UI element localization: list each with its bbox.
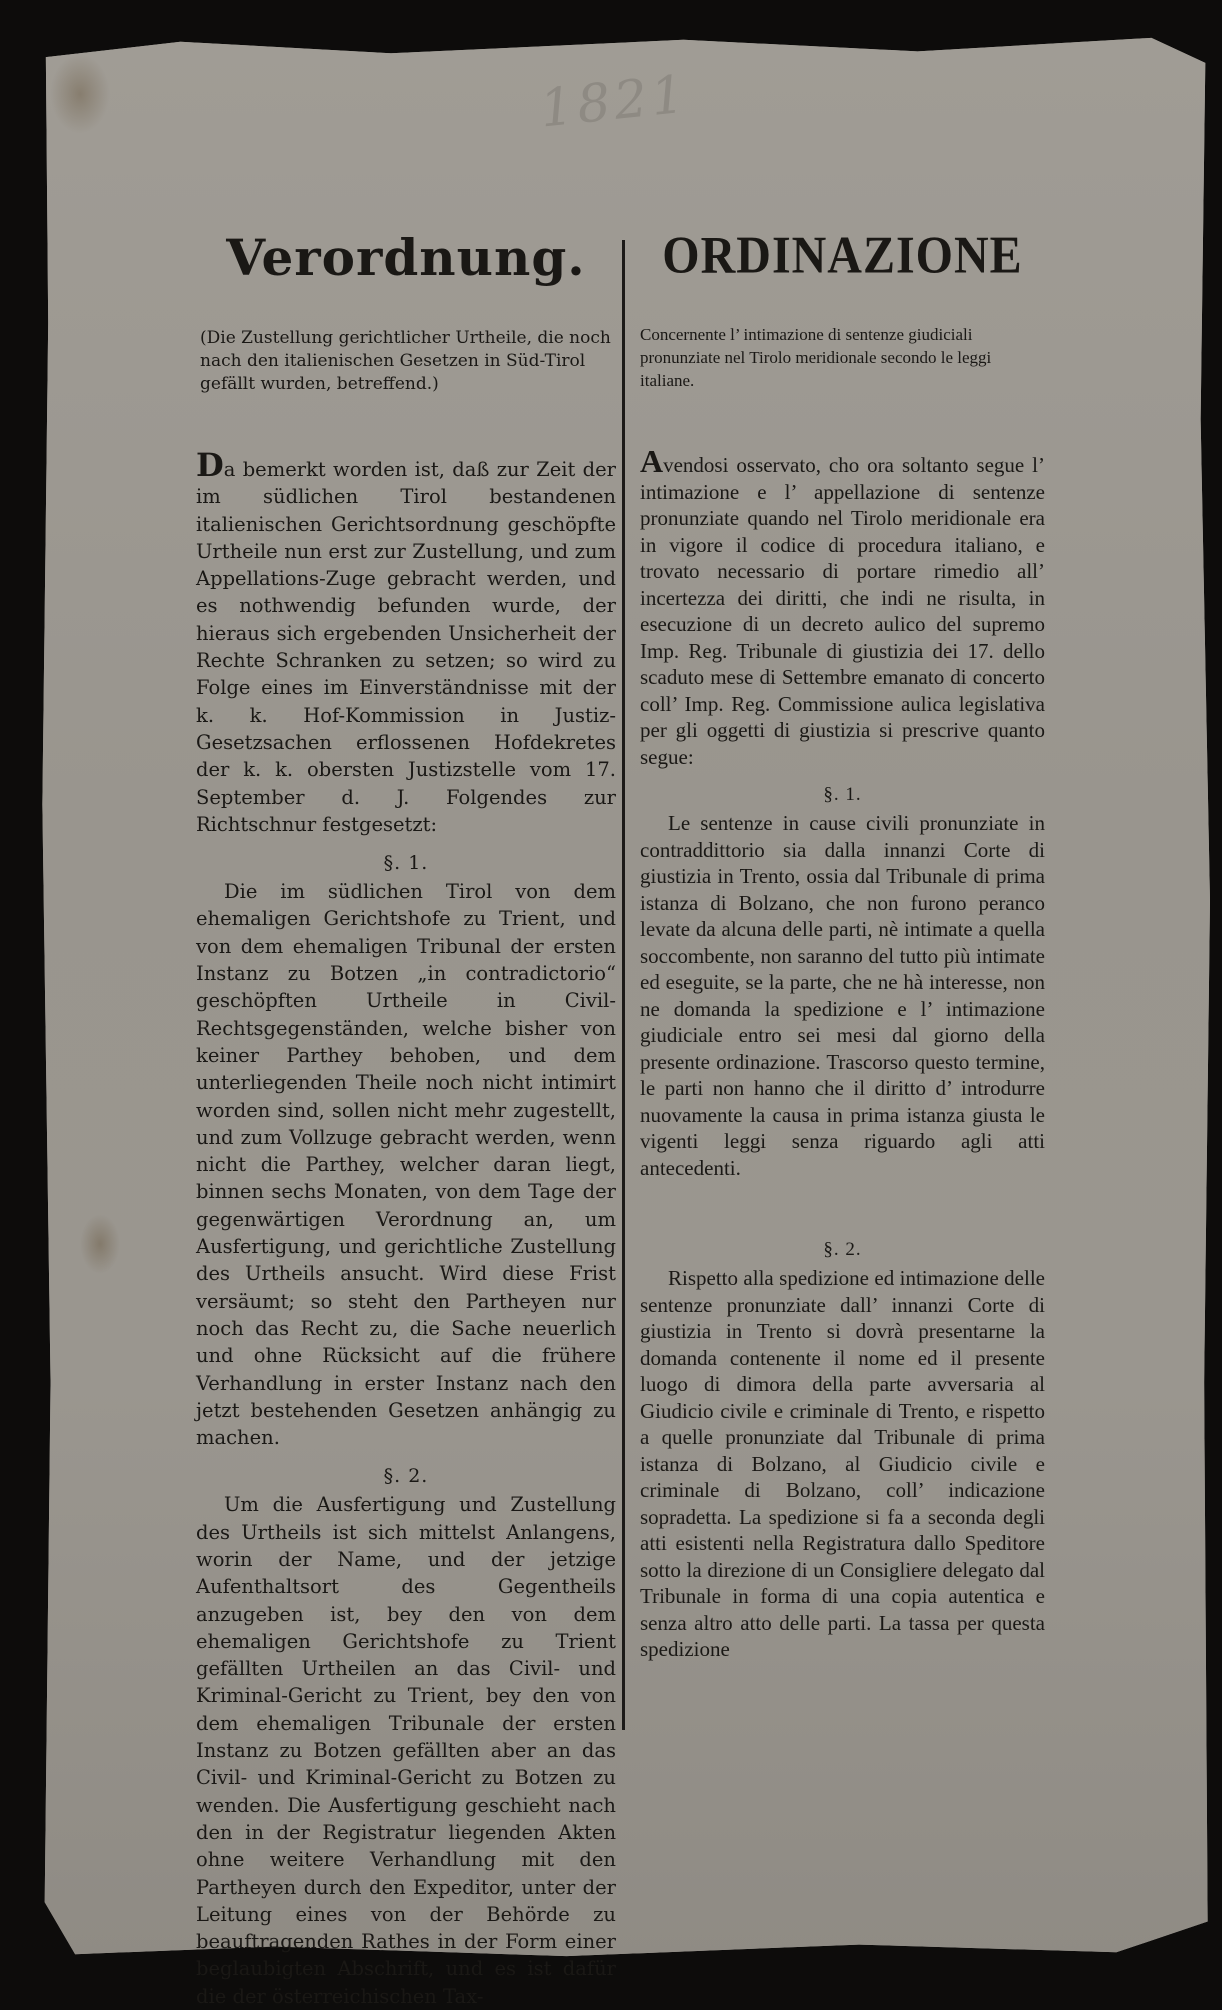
italian-section1-text: Le sentenze in cause civili pronunziate in contraddittorio sia dalla innanzi Corte di giustizia in Trento, ossia dal Tribunale di prima istanza di Bolzano, che non furono peranco levate da alcuna delle parti, nè intimate a quella soccombente, non saranno del tutto più intimate ed eseguite, se la parte, che ne hà interesse, non ne domanda la spedizione e l’ intimazione giudiciale entro sei mesi dal giorno della presente ordinazione. Trascorso questo termine, le parti non hanno che il diritto d’ introdurre nuovamente la causa in prima istanza giusta le vigenti leggi senza riguardo agli atti antecedenti. [640, 811, 1045, 1180]
italian-section2-heading: §. 2. [823, 1239, 862, 1260]
italian-title: ORDINAZIONE [662, 226, 1023, 285]
handwritten-year: 1821 [537, 64, 692, 140]
german-section1-text: Die im südlichen Tirol von dem ehemaligen Gerichtshofe zu Trient, und von dem ehemaligen Tribunal der ersten Instanz zu Botzen „in contradictorio“ geschöpften Urtheile in Civil-Rechtsgegenständen, welche bisher von keiner Parthey behoben, und dem unterliegenden Theile noch nicht intimirt worden sind, sollen nicht mehr zugestellt, und zum Vollzuge gebracht werden, wenn nicht die Parthey, welcher daran liegt, binnen sechs Monaten, von dem Tage der gegenwärtigen Verordnung an, um Ausfertigung, und gerichtliche Zustellung des Urtheils ansucht. Wird diese Frist versäumt; so steht den Partheyen nur noch das Recht zu, die Sache neuerlich und ohne Rücksicht auf die frühere Verhandlung in erster Instanz nach den jetzt bestehenden Gesetzen anhängig zu machen. [196, 880, 616, 1450]
german-title: Verordnung. [226, 228, 586, 287]
paper-stain [80, 1214, 120, 1274]
italian-section1-heading: §. 1. [823, 784, 862, 805]
german-section2-heading: §. 2. [383, 1465, 429, 1488]
italian-column [640, 228, 1045, 1663]
german-section1-heading: §. 1. [383, 852, 429, 875]
italian-section2-text: Rispetto alla spedizione ed intimazione delle sentenze pronunziate dall’ innanzi Corte di giustizia in Trento si dovrà presentarne la domanda contenente il nome ed il presente luogo di dimora della parte avversaria al Giudicio civile e criminale di Trento, e rispetto a quelle pronunziate dal Tribunale di prima istanza di Bolzano, al Giudicio civile e criminale di Bolzano, coll’ indicazione sopradetta. La spedizione si fa a seconda degli atti esistenti nella Registratura dallo Speditore sotto la direzione di un Consigliere delegato dal Tribunale in forma di una copia autentica e senza altro atto delle parti. La tassa per questa spedizione [640, 1266, 1045, 1661]
german-section2-text: Um die Ausfertigung und Zustellung des Urtheils ist sich mittelst Anlangens, worin der Name, und der jetzige Aufenthaltsort des Gegentheils anzugeben ist, bey den von dem ehemaligen Gerichtshofe zu Trient gefällten Urtheilen an das Civil- und Kriminal-Gericht zu Trient, bey den von dem ehemaligen Tribunale der ersten Instanz zu Botzen gefällten aber an das Civil- und Kriminal-Gericht zu Botzen zu wenden. Die Ausfertigung geschieht nach den in der Registratur liegenden Akten ohne weitere Verhandlung mit den Partheyen durch den Expeditor, unter der Leitung eines von der Behörde zu beauftragenden Rathes in der Form einer beglaubigten Abschrift, und es ist dafür die der österreichischen Tax- [196, 1493, 616, 2008]
german-subtitle: (Die Zustellung gerichtlicher Urtheile, die noch nach den italienischen Gesetzen in Süd-Tirol gefällt wurden, betreffend.) [200, 328, 611, 394]
column-divider [622, 240, 625, 1730]
german-column [196, 228, 616, 2010]
german-intro: Da bemerkt worden ist, daß zur Zeit der im südlichen Tirol bestandenen italienischen Gerichtsordnung geschöpfte Urtheile nun erst zur Zustellung, und zum Appellations-Zuge gebracht werden, und es nothwendig befunden wurde, der hieraus sich ergebenden Unsicherheit der Rechte Schranken zu setzen; so wird zu Folge eines im Einverständnisse mit der k. k. Hof-Kommission in Justiz-Gesetzsachen erflossenen Hofdekretes der k. k. obersten Justizstelle vom 17. September d. J. Folgendes zur Richtschnur festgesetzt: [196, 446, 616, 836]
paper-stain [50, 54, 110, 134]
italian-intro: Avendosi osservato, cho ora soltanto segue l’ intimazione e l’ appellazione di sentenze pronunziate quando nel Tirolo meridionale era in vigore il codice di procedura italiano, e trovato necessario di portare rimedio all’ incertezza dei diritti, che indi ne risulta, in esecuzione di un decreto aulico del supremo Imp. Reg. Tribunale di giustizia dei 17. dello scaduto mese di Settembre emanato di concerto coll’ Imp. Reg. Commissione aulica legislativa per gli oggetti di giustizia si prescrive quanto segue: [640, 443, 1045, 769]
italian-subtitle: Concernente l’ intimazione di sentenze giudiciali pronunziate nel Tirolo meridionale secondo le leggi italiane. [640, 325, 992, 390]
